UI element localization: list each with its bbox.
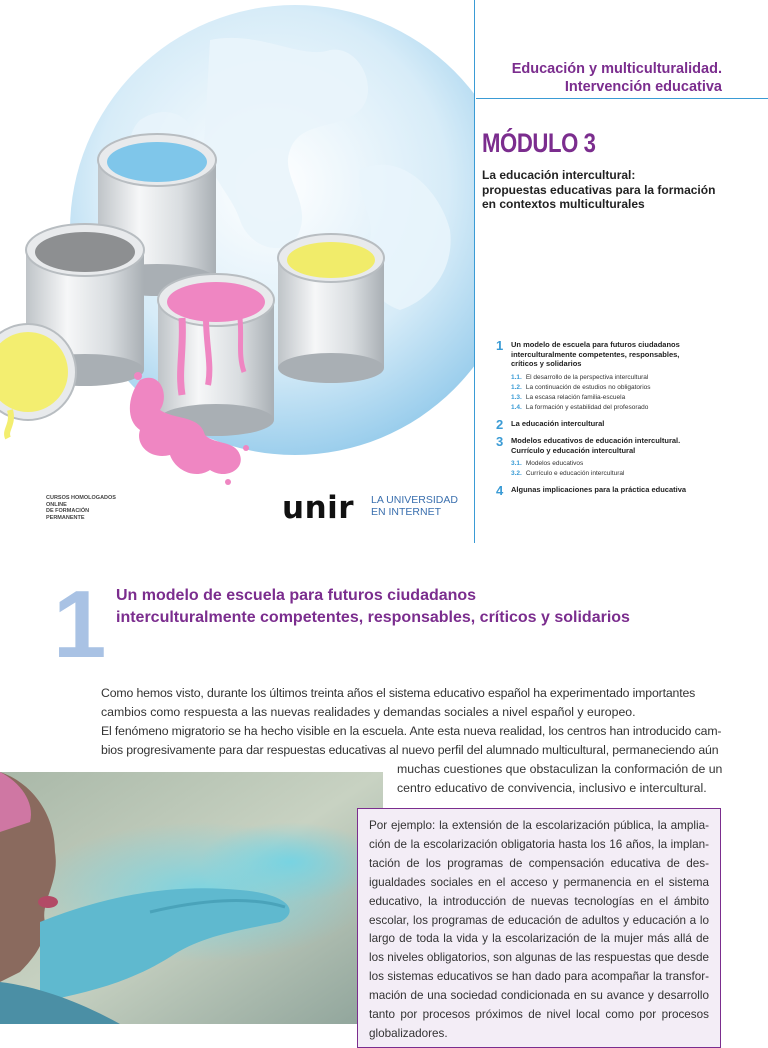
example-line: escolar, los programas de educación de adultos y educación a lo — [369, 913, 709, 927]
toc-item-3[interactable] — [496, 436, 764, 479]
chapter-title-line: interculturalmente competentes, responsables, críticos y solidarios — [116, 609, 630, 626]
toc-subitem[interactable] — [511, 469, 764, 479]
toc-number: 4 — [496, 483, 504, 498]
toc-subitem[interactable] — [511, 403, 764, 413]
example-line: tanto por procesos próximos de nivel local como por procesos — [369, 1008, 709, 1022]
toc-label: Un modelo de escuela para futuros ciudadanos — [511, 340, 680, 349]
cursos-line: ONLINE — [46, 501, 67, 508]
paragraph-line: Como hemos visto, durante los últimos treinta años el sistema educativo español ha experimentado importantes — [101, 686, 696, 700]
example-line: tación de los programas de compensación educativa de des- — [369, 856, 709, 870]
module-subtitle-line: propuestas educativas para la formación — [482, 182, 716, 197]
tagline-line: LA UNIVERSIDAD — [371, 494, 458, 506]
example-line: mación de una sociedad condicionada en su avance y desarrollo — [369, 989, 709, 1003]
example-line: los sistemas educativos se han dado para acompañar la transfor- — [369, 970, 709, 984]
toc-item-1[interactable] — [496, 340, 764, 413]
toc-sublabel: Currículo e educación intercultural — [525, 470, 625, 477]
toc-item-2[interactable] — [496, 416, 764, 432]
toc-sublabel: La formación y estabilidad del profesorado — [525, 403, 649, 411]
toc-label: interculturalmente competentes, responsables, — [511, 349, 680, 359]
course-title-line: Intervención educativa — [564, 79, 722, 95]
paragraph-line: El fenómeno migratorio se ha hecho visible en la escuela. Ante esta nueva realidad, los centros han introducido cam- — [101, 724, 722, 738]
example-line: globalizadores. — [369, 1026, 448, 1040]
paint-can-pink — [158, 274, 274, 436]
toc-sublabel: La escasa relación familia-escuela — [525, 393, 626, 401]
toc-subnumber: 1.3. — [511, 393, 522, 401]
paragraph-2-continued — [397, 760, 721, 798]
unir-tagline — [371, 494, 458, 518]
module-title: MÓDULO 3 — [482, 128, 596, 158]
tagline-line: EN INTERNET — [371, 506, 442, 518]
cursos-line: PERMANENTE — [46, 514, 85, 521]
toc-subnumber: 1.4. — [511, 403, 522, 411]
toc-label: La educación intercultural — [511, 418, 605, 428]
toc-label: críticos y solidarios — [511, 359, 582, 368]
toc-sublabel: La continuación de estudios no obligatorios — [525, 383, 651, 391]
toc-subnumber: 3.2. — [511, 470, 522, 477]
toc-subnumber: 3.1. — [511, 460, 522, 467]
toc-number: 2 — [496, 416, 504, 432]
module-subtitle — [482, 168, 752, 212]
unir-logo: unir — [282, 490, 355, 526]
paragraph-line: centro educativo de convivencia, inclusivo e intercultural. — [397, 781, 707, 795]
toc-subnumber: 1.1. — [511, 373, 522, 381]
paragraph-line: bios progresivamente para dar respuestas educativas al nuevo perfil del alumnado multicultural, permaneciendo aún — [101, 743, 719, 757]
toc-number: 1 — [496, 338, 504, 353]
example-line: ción de la escolarización obligatoria hasta los 16 años, la implan- — [369, 837, 709, 851]
toc-label: Algunas implicaciones para la práctica educativa — [511, 485, 687, 494]
toc-number: 3 — [496, 434, 504, 449]
example-box — [357, 808, 721, 1048]
photo-child-blowing-powder — [0, 772, 383, 1024]
module-subtitle-line: La educación intercultural: — [482, 168, 636, 182]
example-line: educativo, la introducción de nuevas tecnologías en el ámbito — [369, 894, 709, 908]
paint-can-yellow-left — [0, 324, 76, 438]
example-line: largo de toda la vida y la escolarización de la mujer más allá de — [369, 932, 709, 946]
toc-subitem[interactable] — [511, 373, 764, 383]
paragraph-line: cambios como respuesta a las nuevas realidades y demandas sociales a nivel español y europeo. — [101, 705, 636, 719]
toc-label: Currículo y educación intercultural — [511, 445, 636, 455]
course-title-line: Educación y multiculturalidad. — [511, 61, 722, 77]
table-of-contents — [496, 338, 764, 498]
paragraph-1 — [101, 684, 721, 722]
toc-label: Modelos educativos de educación intercultural. — [511, 436, 681, 445]
module-subtitle-line: en contextos multiculturales — [482, 197, 645, 211]
chapter-title-line: Un modelo de escuela para futuros ciudadanos — [116, 587, 477, 604]
example-line: Por ejemplo: la extensión de la escolarización pública, la amplia- — [369, 819, 709, 832]
example-line: los niveles obligatorios, son algunas de las respuestas que desde — [369, 951, 709, 965]
horizontal-divider — [476, 98, 768, 99]
cursos-line: CURSOS HOMOLOGADOS — [46, 495, 116, 501]
toc-subnumber: 1.2. — [511, 383, 522, 391]
cursos-homologados-label — [46, 495, 116, 521]
toc-subitem[interactable] — [511, 459, 764, 469]
paragraph-2 — [101, 722, 721, 760]
course-title — [480, 60, 722, 96]
vertical-divider — [474, 0, 475, 543]
cover-illustration — [0, 0, 474, 490]
cursos-line: DE FORMACIÓN — [46, 508, 90, 514]
toc-subitem[interactable] — [511, 393, 764, 403]
example-line: igualdades sociales en el acceso y permanencia en el sistema — [369, 875, 709, 889]
toc-sublabel: El desarrollo de la perspectiva intercultural — [525, 373, 649, 381]
paint-can-yellow — [278, 234, 384, 383]
paragraph-line: muchas cuestiones que obstaculizan la conformación de un — [397, 762, 723, 776]
toc-subitem[interactable] — [511, 383, 764, 393]
chapter-number: 1 — [53, 571, 107, 678]
toc-sublabel: Modelos educativos — [525, 460, 584, 467]
example-text — [369, 817, 709, 1044]
chapter-title — [116, 585, 630, 629]
toc-item-4[interactable] — [496, 483, 764, 498]
